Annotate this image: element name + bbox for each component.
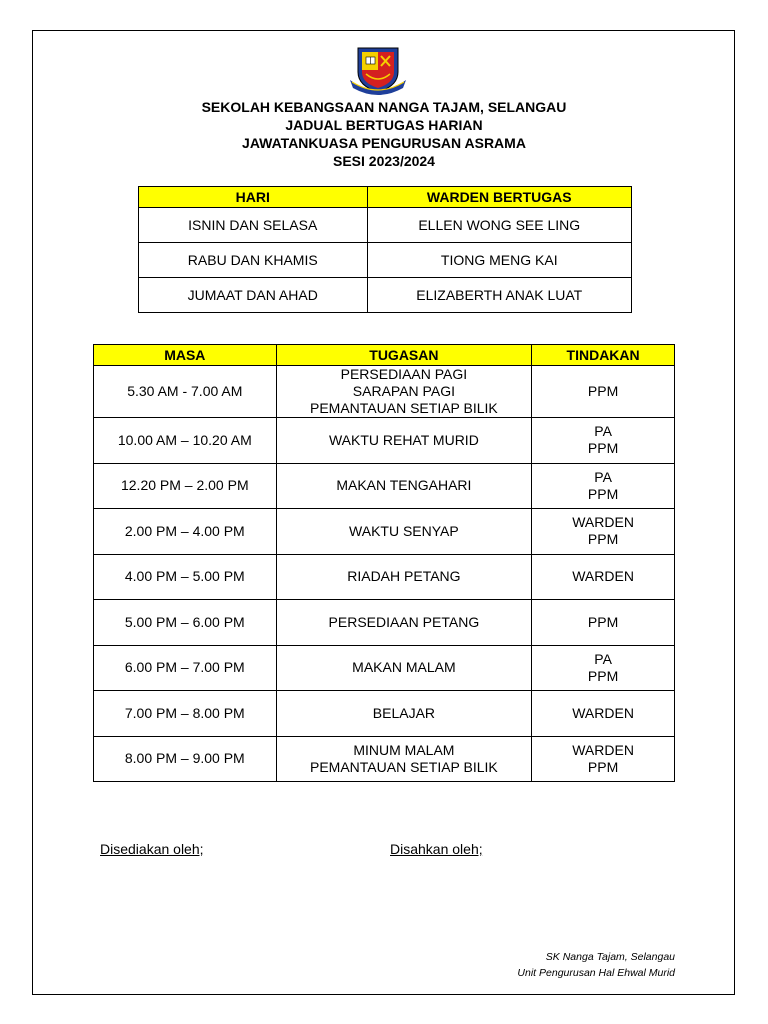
schedule-time-cell: 5.30 AM - 7.00 AM (94, 366, 277, 418)
duty-warden-cell: TIONG MENG KAI (367, 243, 632, 278)
duty-day-cell: ISNIN DAN SELASA (139, 208, 368, 243)
schedule-time-cell: 4.00 PM – 5.00 PM (94, 554, 277, 600)
tindakan-line: PPM (587, 758, 619, 775)
school-name: SEKOLAH KEBANGSAAN NANGA TAJAM, SELANGAU (201, 99, 567, 115)
tugasan-line: PERSEDIAAN PAGI (340, 366, 468, 382)
tugasan-line: MINUM MALAM (353, 741, 455, 758)
column-header-tugasan: TUGASAN (276, 345, 532, 366)
tugasan-line: PEMANTAUAN SETIAP BILIK (310, 400, 498, 416)
tugasan-line: PEMANTAUAN SETIAP BILIK (310, 758, 498, 775)
table-row (94, 645, 675, 691)
column-header-hari: HARI (139, 187, 368, 208)
tindakan-line: WARDEN (572, 514, 634, 531)
schedule-tindakan-cell (532, 554, 675, 600)
table-row (94, 463, 675, 509)
document-footer (517, 949, 675, 981)
tugasan-line: RIADAH PETANG (347, 568, 461, 585)
tindakan-line: PPM (587, 531, 619, 548)
schedule-tindakan-cell (532, 691, 675, 737)
tindakan-line: WARDEN (572, 704, 634, 721)
tugasan-line: MAKAN MALAM (352, 659, 456, 676)
tindakan-line: PPM (587, 667, 619, 684)
duty-day-cell: JUMAAT DAN AHAD (139, 278, 368, 313)
tugasan-line: PERSEDIAAN PETANG (328, 613, 480, 630)
duty-warden-cell: ELLEN WONG SEE LING (367, 208, 632, 243)
tindakan-line: WARDEN (572, 568, 634, 585)
schedule-time-cell: 8.00 PM – 9.00 PM (94, 736, 277, 782)
table-row (94, 554, 675, 600)
table-row (139, 243, 632, 278)
duty-warden-cell: ELIZABERTH ANAK LUAT (367, 278, 632, 313)
table-row (94, 691, 675, 737)
schedule-tindakan-cell (532, 509, 675, 555)
schedule-time-cell: 2.00 PM – 4.00 PM (94, 509, 277, 555)
tindakan-line: PPM (587, 383, 619, 399)
schedule-tindakan-cell (532, 418, 675, 464)
tindakan-line: WARDEN (572, 741, 634, 758)
schedule-tugasan-cell (276, 691, 532, 737)
document-heading (0, 98, 768, 170)
tindakan-line: PPM (587, 440, 619, 457)
schedule-tugasan-cell (276, 645, 532, 691)
duty-day-cell: RABU DAN KHAMIS (139, 243, 368, 278)
schedule-tugasan-cell (276, 366, 532, 418)
footer-unit: Unit Pengurusan Hal Ehwal Murid (517, 967, 675, 979)
table-row (94, 736, 675, 782)
table-row (94, 366, 675, 418)
schedule-time-cell: 10.00 AM – 10.20 AM (94, 418, 277, 464)
tindakan-line: PA (594, 468, 612, 485)
tindakan-line: PPM (587, 485, 619, 502)
schedule-tindakan-cell (532, 463, 675, 509)
table-row (94, 418, 675, 464)
schedule-time-cell: 6.00 PM – 7.00 PM (94, 645, 277, 691)
schedule-time-cell: 7.00 PM – 8.00 PM (94, 691, 277, 737)
schedule-tugasan-cell (276, 509, 532, 555)
schedule-time-cell: 5.00 PM – 6.00 PM (94, 600, 277, 646)
schedule-tugasan-cell (276, 463, 532, 509)
table-row (139, 208, 632, 243)
column-header-masa: MASA (94, 345, 277, 366)
school-crest-logo (348, 44, 408, 96)
tugasan-line: BELAJAR (372, 704, 436, 721)
schedule-tindakan-cell (532, 645, 675, 691)
tugasan-line: SARAPAN PAGI (352, 383, 455, 399)
prepared-by-label: Disediakan oleh; (100, 841, 204, 857)
schedule-time-cell: 12.20 PM – 2.00 PM (94, 463, 277, 509)
table-header-row (139, 187, 632, 208)
table-header-row (94, 345, 675, 366)
schedule-tugasan-cell (276, 554, 532, 600)
document-title: JADUAL BERTUGAS HARIAN (285, 117, 483, 133)
schedule-tugasan-cell (276, 736, 532, 782)
warden-duty-table (138, 186, 632, 313)
table-row (94, 509, 675, 555)
schedule-tindakan-cell (532, 600, 675, 646)
tindakan-line: PA (594, 650, 612, 667)
schedule-tugasan-cell (276, 600, 532, 646)
tugasan-line: WAKTU SENYAP (349, 522, 459, 539)
committee-name: JAWATANKUASA PENGURUSAN ASRAMA (242, 135, 526, 151)
footer-school: SK Nanga Tajam, Selangau (545, 951, 675, 963)
approved-by-label: Disahkan oleh; (390, 841, 483, 857)
tindakan-line: PPM (587, 613, 619, 630)
schedule-tindakan-cell (532, 736, 675, 782)
table-row (94, 600, 675, 646)
tugasan-line: WAKTU REHAT MURID (328, 431, 479, 448)
session-label: SESI 2023/2024 (333, 153, 435, 169)
schedule-tugasan-cell (276, 418, 532, 464)
tugasan-line: MAKAN TENGAHARI (336, 477, 472, 494)
schedule-tindakan-cell (532, 366, 675, 418)
table-row (139, 278, 632, 313)
daily-schedule-table (93, 344, 675, 782)
column-header-tindakan: TINDAKAN (532, 345, 675, 366)
column-header-warden: WARDEN BERTUGAS (367, 187, 632, 208)
tindakan-line: PA (594, 423, 612, 440)
